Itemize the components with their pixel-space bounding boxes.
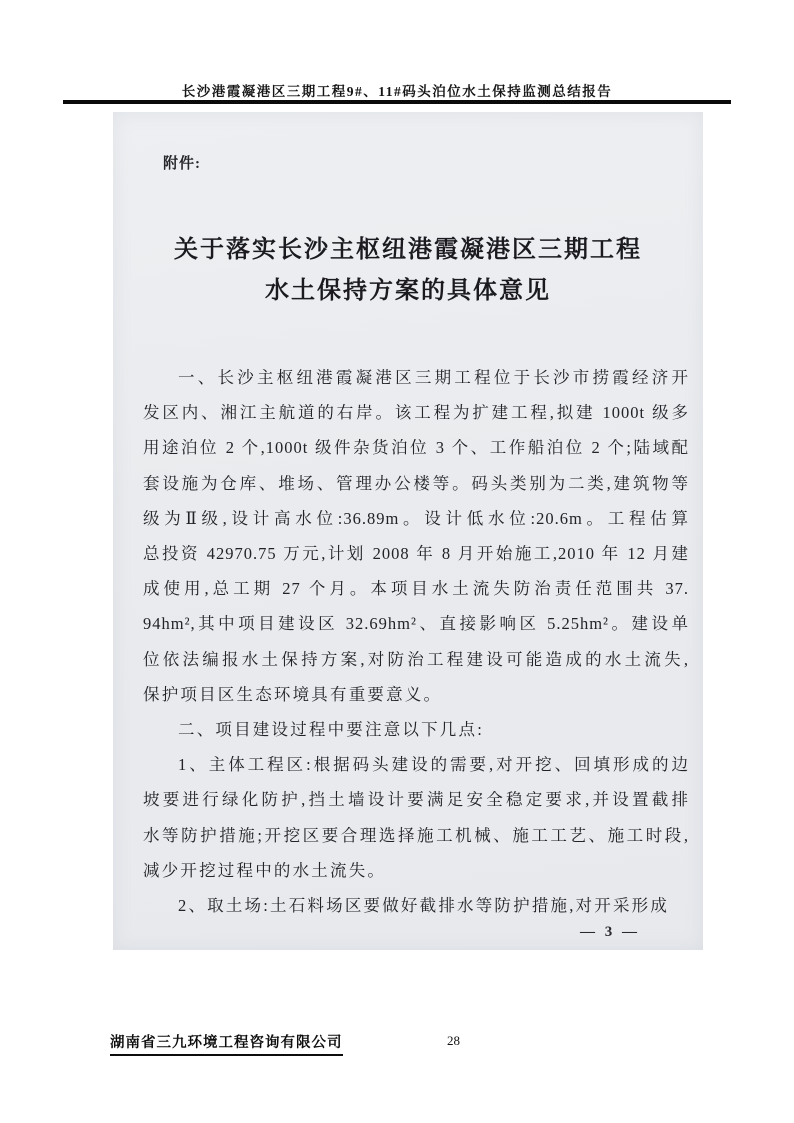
doc-title — [113, 230, 703, 312]
body-text-line: 用途泊位 2 个,1000t 级件杂货泊位 3 个、工作船泊位 2 个;陆域配 — [143, 438, 689, 458]
footer-company-name: 湖南省三九环境工程咨询有限公司 — [110, 1031, 343, 1056]
scan-page-marker: — 3 — — [580, 924, 640, 940]
body-text-line: 水等防护措施;开挖区要合理选择施工机械、施工工艺、施工时段, — [143, 825, 689, 845]
doc-body — [143, 360, 689, 923]
body-text-line: 套设施为仓库、堆场、管理办公楼等。码头类别为二类,建筑物等 — [143, 473, 689, 493]
doc-title-line2: 水土保持方案的具体意见 — [265, 278, 551, 304]
body-text-line: 94hm²,其中项目建设区 32.69hm²、直接影响区 5.25hm²。建设单 — [143, 614, 689, 634]
body-text-line: 总投资 42970.75 万元,计划 2008 年 8 月开始施工,2010 年 12 月建 — [143, 544, 689, 564]
body-text-line: 成使用,总工期 27 个月。本项目水土流失防治责任范围共 37. — [143, 579, 689, 599]
body-text-line: 发区内、湘江主航道的右岸。该工程为扩建工程,拟建 1000t 级多 — [143, 403, 689, 423]
report-header-title: 长沙港霞凝港区三期工程9#、11#码头泊位水土保持监测总结报告 — [181, 84, 613, 99]
body-text-line: 一、长沙主枢纽港霞凝港区三期工程位于长沙市捞霞经济开 — [178, 368, 689, 387]
report-header-rule — [63, 100, 731, 104]
doc-title-line1: 关于落实长沙主枢纽港霞凝港区三期工程 — [174, 237, 642, 263]
body-text-line: 2、取土场:土石料场区要做好截排水等防护措施,对开采形成 — [178, 896, 670, 916]
body-text-line: 坡要进行绿化防护,挡土墙设计要满足安全稳定要求,并设置截排 — [143, 790, 689, 810]
body-text-line: 级为Ⅱ级,设计高水位:36.89m。设计低水位:20.6m。工程估算 — [143, 508, 689, 528]
body-text-line: 保护项目区生态环境具有重要意义。 — [143, 684, 443, 704]
body-text-line: 1、主体工程区:根据码头建设的需要,对开挖、回填形成的边 — [178, 755, 689, 775]
scanned-attachment-page — [113, 112, 703, 950]
body-text-line: 二、项目建设过程中要注意以下几点: — [178, 720, 484, 740]
footer-page-number: 28 — [447, 1033, 460, 1048]
body-text-line: 位依法编报水土保持方案,对防治工程建设可能造成的水土流失, — [143, 649, 689, 669]
attachment-label: 附件: — [163, 156, 201, 172]
body-text-line: 减少开挖过程中的水土流失。 — [143, 860, 387, 880]
